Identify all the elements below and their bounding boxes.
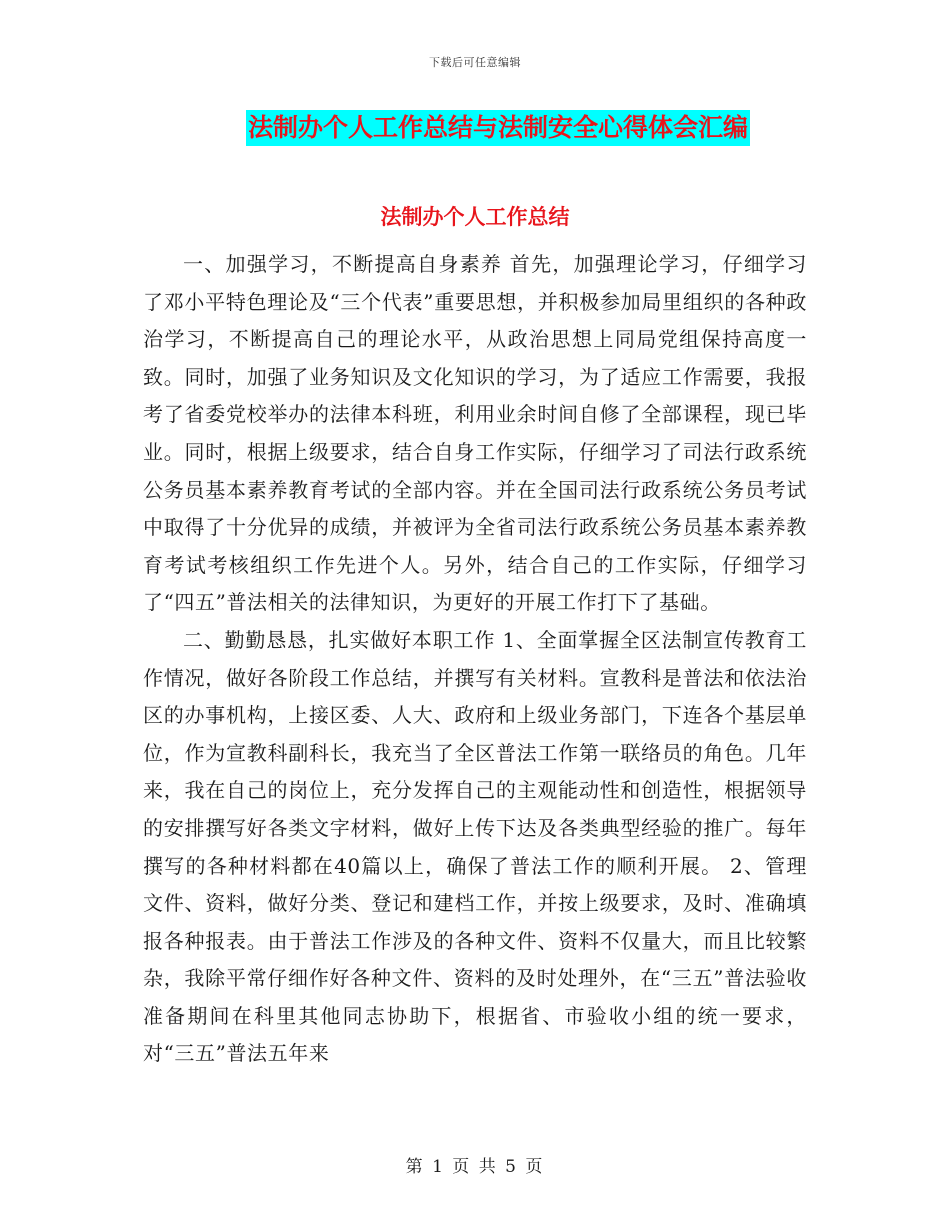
- document-body: [143, 246, 807, 1073]
- document-title: 法制办个人工作总结与法制安全心得体会汇编: [246, 110, 750, 146]
- header-note: 下载后可任意编辑: [429, 56, 521, 69]
- paragraph: 二、勤勤恳恳，扎实做好本职工作 1、全面掌握全区法制宣传教育工作情况，做好各阶段工作总结，并撰写有关材料。宣教科是普法和依法治区的办事机构，上接区委、人大、政府和上级业务部门，下连各个基层单位，作为宣教科副科长，我充当了全区普法工作第一联络员的角色。几年来，我在自己的岗位上，充分发挥自己的主观能动性和创造性，根据领导的安排撰写好各类文字材料，做好上传下达及各类典型经验的推广。每年撰写的各种材料都在40篇以上，确保了普法工作的顺利开展。 2、管理文件、资料，做好分类、登记和建档工作，并按上级要求，及时、准确填报各种报表。由于普法工作涉及的各种文件、资料不仅量大，而且比较繁杂，我除平常仔细作好各种文件、资料的及时处理外，在“三五”普法验收准备期间在科里其他同志协助下，根据省、市验收小组的统一要求，对“三五”普法五年来: [143, 627, 807, 1066]
- page-number: 第 1 页 共 5 页: [405, 1157, 545, 1177]
- paragraph: 一、加强学习，不断提高自身素养 首先，加强理论学习，仔细学习了邓小平特色理论及“三个代表”重要思想，并积极参加局里组织的各种政治学习，不断提高自己的理论水平，从政治思想上同局党组保持高度一致。同时，加强了业务知识及文化知识的学习，为了适应工作需要，我报考了省委党校举办的法律本科班，利用业余时间自修了全部课程，现已毕业。同时，根据上级要求，结合自身工作实际，仔细学习了司法行政系统公务员基本素养教育考试的全部内容。并在全国司法行政系统公务员考试中取得了十分优异的成绩，并被评为全省司法行政系统公务员基本素养教育考试考核组织工作先进个人。另外，结合自己的工作实际，仔细学习了“四五”普法相关的法律知识，为更好的开展工作打下了基础。: [143, 252, 807, 615]
- document-title-container: [0, 110, 950, 146]
- section-title: 法制办个人工作总结: [380, 205, 570, 229]
